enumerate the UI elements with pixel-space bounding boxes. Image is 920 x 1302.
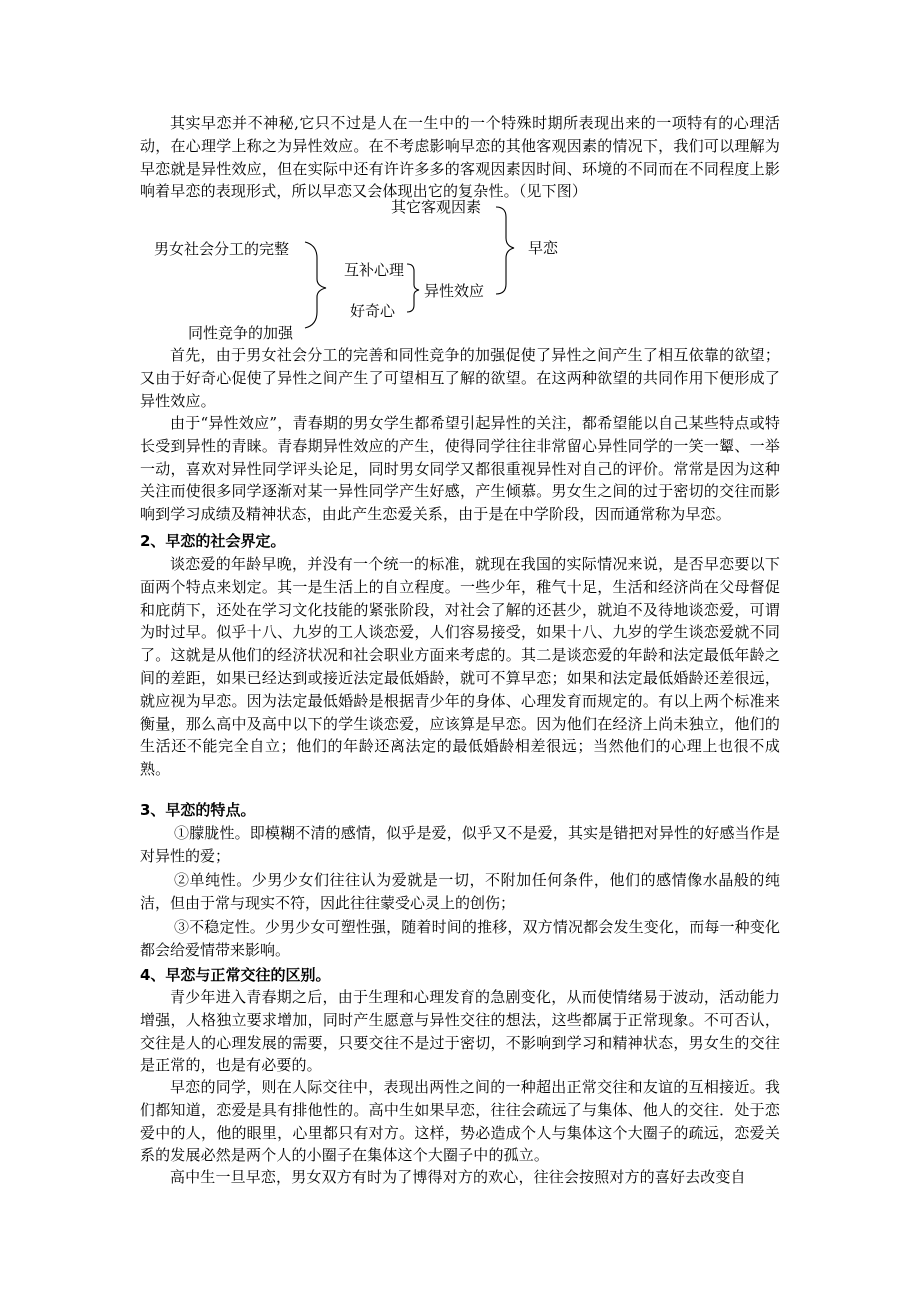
feature-item: ③不稳定性。少男少女可塑性强，随着时间的推移，双方情况都会发生变化，而每一种变化都会给爱情带来影响。 (140, 918, 780, 959)
heading-difference: 4、早恋与正常交往的区别。 (140, 966, 331, 984)
brace-social-competition (305, 242, 326, 328)
first-paragraph: 首先，由于男女社会分工的完善和同性竞争的加强促使了异性之间产生了相互依靠的欲望；又由于好奇心促使了异性之间产生了可望相互了解的欲望。在这两种欲望的共同作用下便形成了异性效应。 (140, 346, 780, 410)
diagram-complement: 互补心理 (344, 261, 405, 279)
difference-paragraph-1: 青少年进入青春期之后，由于生理和心理发育的急剧变化，从而使情绪易于波动，活动能力增强，人格独立要求增加，同时产生愿意与异性交往的想法，这些都属于正常现象。不可否认，交往是人的心理发展的需要，只要交往不是过于密切，不影响到学习和精神状态，男女生的交往是正常的，也是有必要的。 (140, 988, 780, 1075)
second-paragraph: 由于“异性效应”，青春期的男女学生都希望引起异性的关注，都希望能以自己某些特点或特长受到异性的青睐。青春期异性效应的产生，使得同学往往非常留心异性同学的一笑一颦、一举一动，喜欢对异性同学评头论足，同时男女同学又都很重视异性对自己的评价。常常是因为这种关注而使很多同学逐渐对某一异性同学产生好感，产生倾慕。男女生之间的过于密切的交往而影响到学习成绩及精神状态，由此产生恋爱关系，由于是在中学阶段，因而通常称为早恋。 (140, 414, 780, 524)
brace-opposite-effect (407, 264, 419, 312)
heading-social-definition: 2、早恋的社会界定。 (140, 532, 286, 550)
feature-item: ②单纯性。少男少女们往往认为爱就是一切，不附加任何条件，他们的感情像水晶般的纯洁，但由于常与现实不符，因此往往蒙受心灵上的创伤； (140, 871, 780, 912)
diagram-social-division: 男女社会分工的完整 (154, 240, 290, 258)
feature-item: ①朦胧性。即模糊不清的感情，似乎是爱，似乎又不是爱，其实是错把对异性的好感当作是对异性的爱； (140, 824, 780, 865)
brace-early-love (496, 207, 514, 294)
difference-paragraph-2: 早恋的同学，则在人际交往中，表现出两性之间的一种超出正常交往和友谊的互相接近。我们都知道，恋爱是具有排他性的。高中生如果早恋，往往会疏远了与集体、他人的交往．处于恋爱中的人，他的眼里，心里都只有对方。这样，势必造成个人与集体这个大圈子的疏远，恋爱关系的发展必然是两个人的小圈子在集体这个大圈子中的孤立。 (140, 1078, 780, 1165)
intro-paragraph: 其实早恋并不神秘,它只不过是人在一生中的一个特殊时期所表现出来的一项特有的心理活动，在心理学上称之为异性效应。在不考虑影响早恋的其他客观因素的情况下，我们可以理解为早恋就是异性效应，但在实际中还有许许多多的客观因素因时间、环境的不同而在不同程度上影响着早恋的表现形式，所以早恋又会体现出它的复杂性。（见下图） (140, 114, 780, 201)
diagram-opposite-effect: 异性效应 (424, 282, 485, 300)
diagram-early-love: 早恋 (528, 239, 559, 257)
difference-paragraph-3: 高中生一旦早恋，男女双方有时为了博得对方的欢心，往往会按照对方的喜好去改变自 (170, 1168, 746, 1186)
diagram-competition: 同性竞争的加强 (188, 324, 294, 342)
diagram-other-factors: 其它客观因素 (391, 198, 482, 216)
diagram-curiosity: 好奇心 (350, 302, 396, 320)
heading-features: 3、早恋的特点。 (140, 801, 256, 819)
social-definition-paragraph: 谈恋爱的年龄早晚，并没有一个统一的标准，就现在我国的实际情况来说，是否早恋要以下面两个特点来划定。其一是生活上的自立程度。一些少年，稚气十足，生活和经济尚在父母督促和庇荫下，还处在学习文化技能的紧张阶段，对社会了解的还甚少，就迫不及待地谈恋爱，可谓为时过早。似乎十八、九岁的工人谈恋爱，人们容易接受，如果十八、九岁的学生谈恋爱就不同了。这就是从他们的经济状况和社会职业方面来考虑的。其二是谈恋爱的年龄和法定最低年龄之间的差距，如果已经达到或接近法定最低婚龄，就可不算早恋；如果和法定最低婚龄还差很远，就应视为早恋。因为法定最低婚龄是根据青少年的身体、心理发育而规定的。有以上两个标准来衡量，那么高中及高中以下的学生谈恋爱，应该算是早恋。因为他们在经济上尚未独立，他们的生活还不能完全自立；他们的年龄还离法定的最低婚龄相差很远；当然他们的心理上也很不成熟。 (140, 555, 780, 779)
